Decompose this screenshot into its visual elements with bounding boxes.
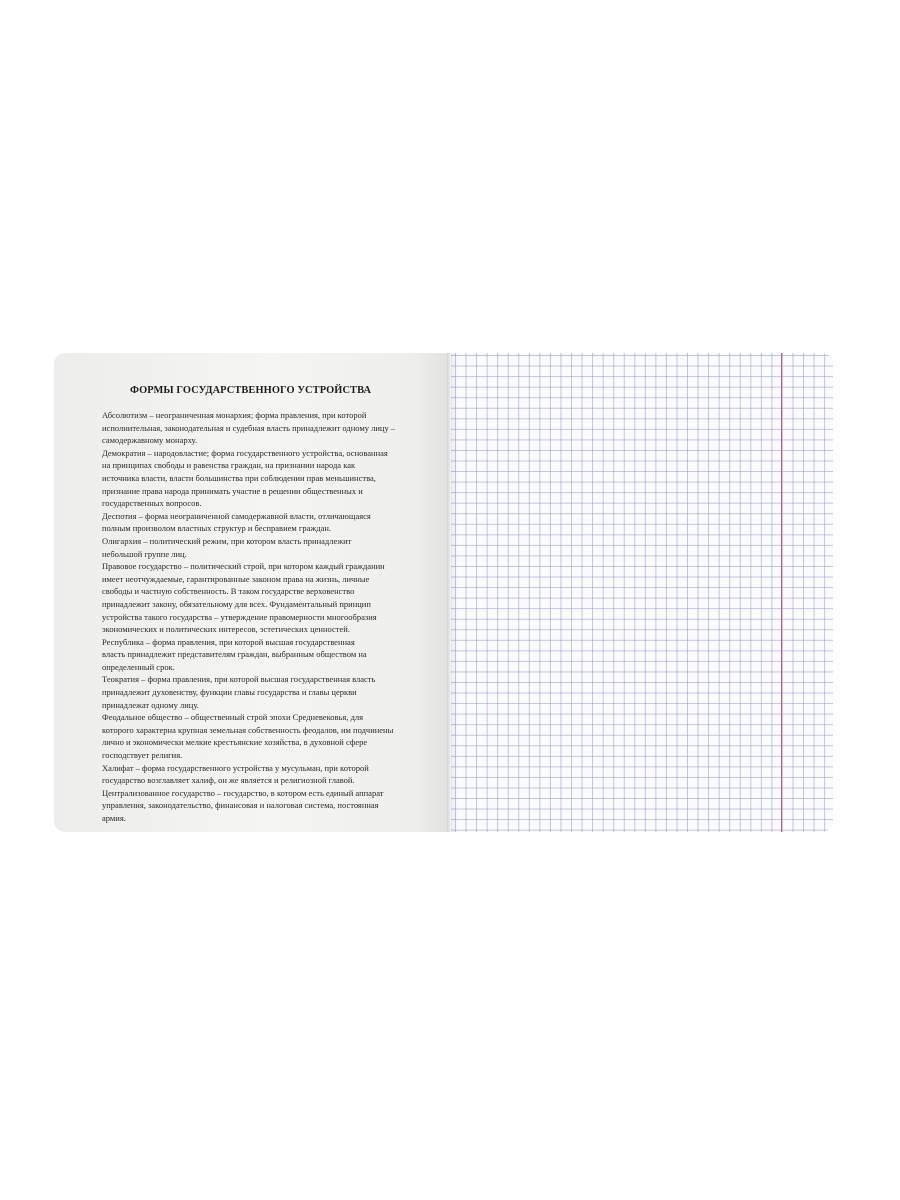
text-line: свободы и частную собственность. В таком государстве верховенство bbox=[102, 586, 355, 597]
text-line: Деспотия – форма неограниченной самодержавной власти, отличающаяся bbox=[102, 510, 371, 521]
text-line: которого характерна крупная земельная собственность феодалов, им подчинены bbox=[102, 724, 394, 735]
text-line: власть принадлежит представителям граждан, выбранным обществом на bbox=[102, 649, 367, 660]
left-page bbox=[54, 353, 447, 832]
text-line: Теократия – форма правления, при которой высшая государственная власть bbox=[102, 674, 376, 685]
text-line: экономических и политических интересов, эстетических ценностей. bbox=[102, 624, 350, 635]
text-line: полным произволом властных структур и бесправием граждан. bbox=[102, 523, 332, 534]
text-line: лично и экономически мелкие крестьянские хозяйства, в духовной сфере bbox=[102, 737, 368, 748]
page-title: ФОРМЫ ГОСУДАРСТВЕННОГО УСТРОЙСТВА bbox=[129, 385, 372, 396]
text-line: Феодальное общество – общественный строй эпохи Средневековья, для bbox=[102, 712, 364, 723]
text-line: устройства такого государства – утверждение правомерности многообразия bbox=[102, 611, 377, 622]
text-line: Правовое государство – политический строй, при котором каждый гражданин bbox=[102, 561, 385, 572]
text-line: Демократия – народовластие; форма государственного устройства, основанная bbox=[102, 447, 388, 458]
text-line: источника власти, власти большинства при соблюдении прав меньшинства, bbox=[102, 472, 376, 483]
text-line: определенный срок. bbox=[102, 661, 175, 672]
text-line: признание права народа принимать участие в решении общественных и bbox=[102, 485, 363, 496]
text-line: Абсолютизм – неограниченная монархия; форма правления, при которой bbox=[102, 410, 367, 420]
text-line: на принципах свободы и равенства граждан, на признании народа как bbox=[102, 460, 356, 471]
text-line: имеет неотчуждаемые, гарантированные законом права на жизнь, личные bbox=[102, 573, 370, 584]
grid-page bbox=[451, 353, 833, 832]
text-line: Халифат – форма государственного устройства у мусульман, при которой bbox=[102, 762, 369, 773]
definitions-text bbox=[102, 409, 412, 825]
text-line: Централизованное государство – государство, в котором есть единый аппарат bbox=[102, 787, 384, 798]
margin-line bbox=[781, 353, 782, 832]
text-line: армия. bbox=[102, 813, 126, 823]
text-line: Олигархия – политический режим, при котором власть принадлежит bbox=[102, 535, 352, 546]
text-line: самодержавному монарху. bbox=[102, 435, 198, 446]
text-line: небольшой группе лиц. bbox=[102, 548, 187, 559]
text-line: государственных вопросов. bbox=[102, 498, 202, 509]
text-line: Республика – форма правления, при которой высшая государственная bbox=[102, 636, 355, 647]
text-line: принадлежат одному лицу. bbox=[102, 699, 199, 710]
text-line: управления, законодательство, финансовая и налоговая система, постоянная bbox=[102, 800, 379, 811]
open-notebook bbox=[54, 353, 833, 832]
text-line: господствует религия. bbox=[102, 750, 183, 761]
text-line: государство возглавляет халиф, он же является и религиозной главой. bbox=[102, 775, 355, 786]
text-line: принадлежит духовенству, функции главы государства и главы церкви bbox=[102, 687, 357, 698]
text-line: принадлежит закону, обязательному для всех. Фундаментальный принцип bbox=[102, 598, 371, 609]
text-line: исполнительная, законодательная и судебная власть принадлежит одному лицу – bbox=[102, 422, 396, 433]
